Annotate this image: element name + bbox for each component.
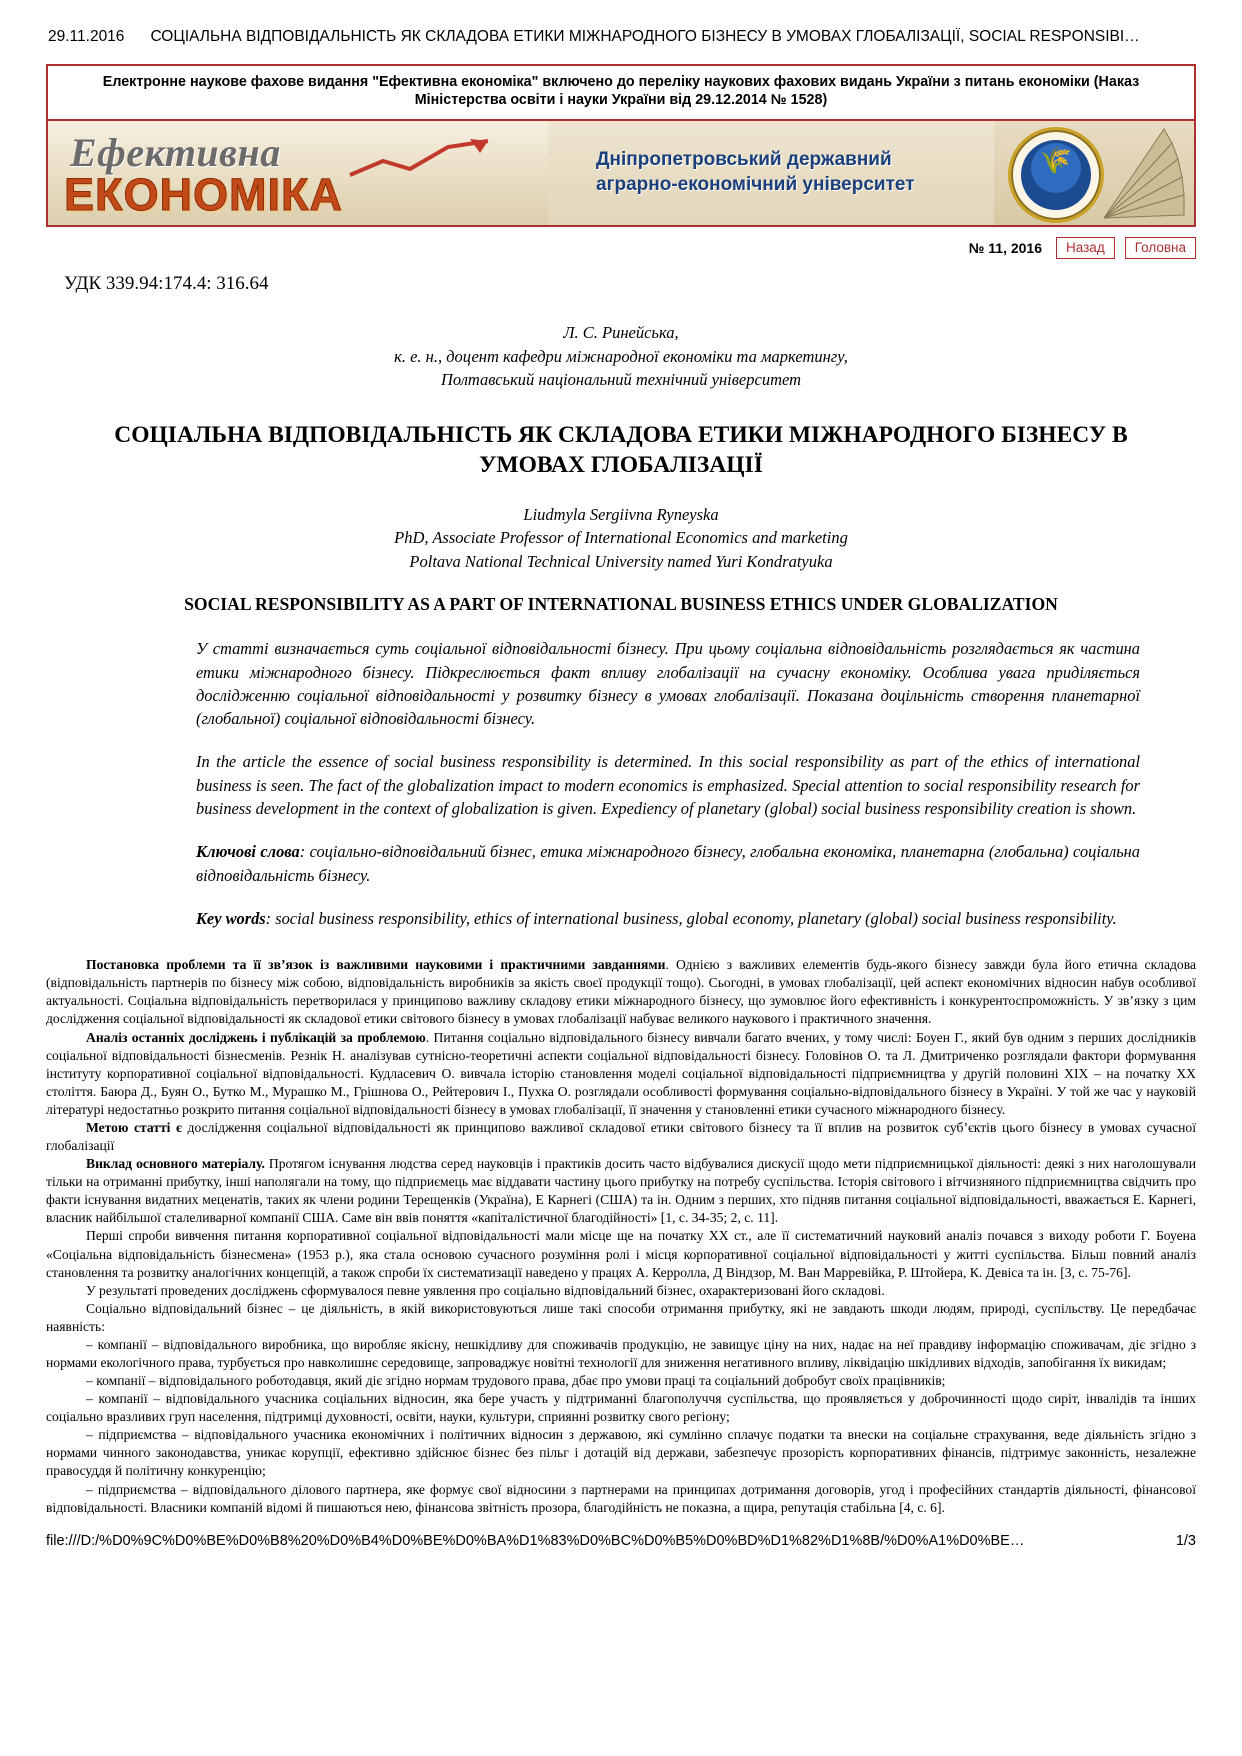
paragraph-lead: Постановка проблеми та її зв’язок із важливими науковими і практичними завданнями bbox=[86, 957, 666, 973]
body-paragraph: – компанії – відповідального виробника, що виробляє якісну, нешкідливу для споживачів продукцію, не завищує ціну на них, надає на неї правдиву інформацію споживачам, діє згідно з нормами екологічного права, турбується про навколишнє середовище, запроваджує новітні технології для зниження негативного впливу, ліквідацію шкідливих відходів, запобігання їх викидам; bbox=[46, 1336, 1196, 1370]
author-affiliation-en-1: PhD, Associate Professor of International Economics and marketing bbox=[394, 528, 848, 548]
author-affiliation-en-2: Poltava National Technical University named Yuri Kondratyuka bbox=[409, 552, 833, 572]
journal-logo bbox=[48, 121, 548, 225]
author-name-ua: Л. С. Ринейська, bbox=[563, 322, 679, 342]
author-block-en bbox=[46, 503, 1196, 575]
university-name-block bbox=[548, 121, 994, 225]
keywords-ua-text: : соціально-відповідальний бізнес, етика міжнародного бізнесу, глобальна економіка, планетарна (глобальна) соціальна відповідальність бізнесу. bbox=[196, 842, 1141, 885]
paragraph-lead: Аналіз останніх досліджень і публікацій за проблемою bbox=[86, 1029, 426, 1045]
footer-url: file:///D:/%D0%9C%D0%BE%D0%B8%20%D0%B4%D0%BE%D0%BA%D1%83%D0%BC%D0%B5%D0%BD%D1%82%D1%8B/%D0%A1%D0%BE… bbox=[46, 1532, 1025, 1549]
body-paragraph: – підприємства – відповідального ділового партнера, яке формує свої відносини з партнерами на принципах дотримання договорів, угод і професійних стандартів діяльності, фінансової відповідальності. Власники компаній відомі й пишаються нею, фінансова звітність прозора, благодійність не показна, а щира, репутація стабільна [4, с. 6]. bbox=[46, 1481, 1196, 1515]
back-button[interactable]: Назад bbox=[1056, 237, 1115, 259]
body-paragraph: Перші спроби вивчення питання корпоративної соціальної відповідальності мали місце ще на початку ХХ ст., але її систематичний науковий аналіз почався з виходу роботи Г. Боуена «Соціальна відповідальність бізнесмена» (1953 р.), яка стала основою сучасного розуміння ролі і місця корпоративної соціальної відповідальності у житті суспільства. Більш повний аналіз становлення та розвитку аналогічних концепцій, а також спроби їх систематизації наведено у працях А. Керролла, Д Віндзор, М. Ван Марревійка, Р. Штойера, К. Девіса та ін. [3, с. 75-76]. bbox=[46, 1228, 1196, 1280]
paragraph-lead: Метою статті є bbox=[86, 1119, 182, 1135]
print-header bbox=[46, 28, 1196, 64]
author-block-ua bbox=[46, 321, 1196, 393]
print-date: 29.11.2016 bbox=[48, 28, 125, 45]
university-name: Дніпропетровський державний аграрно-економічний університет bbox=[596, 148, 915, 195]
body-paragraph: – компанії – відповідального роботодавця, який діє згідно нормам трудового права, дбає про умови праці та соціальний добробут своїх працівників; bbox=[86, 1373, 946, 1389]
journal-banner bbox=[48, 121, 1194, 225]
article-title-en: SOCIAL RESPONSIBILITY AS A PART OF INTERNATIONAL BUSINESS ETHICS UNDER GLOBALIZATION bbox=[184, 594, 1058, 615]
abstract-en: In the article the essence of social business responsibility is determined. In this social responsibility as part of the ethics of international business is seen. The fact of the globalization impact to modern economics is emphasized. Special attention to social responsibility research for business development in the context of globalization is given. Expediency of planetary (global) social business responsibility creation is shown. bbox=[196, 752, 1140, 819]
issue-number: № 11, 2016 bbox=[968, 239, 1043, 256]
body-paragraph: – підприємства – відповідального учасника економічних і політичних відносин з державою, які сумлінно сплачує податки та внески на соціальне страхування, веде діяльність згідно з нормами чинного законодавства, уникає корупції, ефективно здійснює бізнес без пільг і дотацій від держави, забезпечує прозорість корпоративних фінансів, підтримує законність, незалежне правосуддя й політичну конкуренцію; bbox=[46, 1427, 1196, 1479]
body-paragraph: Виклад основного матеріалу. Протягом існування людства серед науковців і практиків досить часто відбувалися дискусії щодо мети підприємницької діяльності: деякі з них наголошували тільки на отриманні прибутку, інші наполягали на тому, що підприємець має віддавати частину цього прибутку на потребу суспільства. Історія світового і вітчизняного підприємництва свідчить про факти існування видатних меценатів, таких як члени родини Терещенків (Україна), Е Карнегі (США) та ін. Одним з перших, хто підняв питання соціальної відповідальності, вважається Е. Карнегі, власник найбільшої сталеливарної компанії США. Саме він ввів поняття «капіталістичної благодійності» [1, с. 34-35; 2, с. 11]. bbox=[46, 1156, 1196, 1226]
body-paragraph: Соціально відповідальний бізнес – це діяльність, в якій використовуються лише такі способи отримання прибутку, які не завдають шкоди людям, природі, суспільству. Це передбачає наявність: bbox=[46, 1300, 1196, 1334]
article-body bbox=[46, 956, 1196, 1516]
body-paragraph: – компанії – відповідального учасника соціальних відносин, яка бере участь у підтриманні благополуччя суспільства, що проявляється у доброчинності щодо сиріт, інвалідів та інших соціально вразливих груп населення, підтримці духовності, освіти, науки, культури, сприянні розвитку свого регіону; bbox=[46, 1391, 1196, 1425]
emblem-block bbox=[994, 121, 1194, 225]
logo-title-line2: ЕКОНОМІКА bbox=[64, 168, 343, 220]
wheat-icon: 🌾 bbox=[1039, 145, 1073, 175]
print-page-title: СОЦІАЛЬНА ВІДПОВІДАЛЬНІСТЬ ЯК СКЛАДОВА ЕТИКИ МІЖНАРОДНОГО БІЗНЕСУ В УМОВАХ ГЛОБАЛІЗАЦІЇ, SOCIAL RESPONSIBI… bbox=[150, 28, 1140, 45]
body-paragraph: У результаті проведених досліджень сформувалося певне уявлення про соціально відповідальний бізнес, охарактеризовані його складові. bbox=[86, 1282, 885, 1298]
keywords-en-label: Key words bbox=[196, 908, 266, 928]
keywords-en bbox=[196, 907, 1140, 930]
udc-code: УДК 339.94:174.4: 316.64 bbox=[64, 272, 269, 294]
body-paragraph: Постановка проблеми та її зв’язок із важливими науковими і практичними завданнями. Однією з важливих елементів будь-якого бізнесу завжди була його етична складова (відповідальність партнерів по бізнесу між собою, відповідальність виробників за якість своєї продукції тощо). Сьогодні, в умовах глобалізації, цей аспект економічних відносин набув особливої актуальності. Соціальна відповідальність перетворилася у принципово важливу складову етики міжнародного бізнесу, що зумовлює його ефективність і конкурентоспроможність. У зв’язку з цим дослідження соціальної відповідальності як складової етики світового бізнесу в умовах глобалізації набуває великого наукового і практичного значення. bbox=[46, 957, 1196, 1027]
footer-page-number: 1/3 bbox=[1175, 1532, 1196, 1549]
home-button[interactable]: Головна bbox=[1125, 237, 1196, 259]
author-affiliation-ua-1: к. е. н., доцент кафедри міжнародної економіки та маркетингу, bbox=[394, 346, 848, 366]
author-affiliation-ua-2: Полтавський національний технічний університет bbox=[440, 370, 802, 390]
growth-arrow-icon bbox=[348, 139, 498, 179]
accreditation-notice: Електронне наукове фахове видання "Ефективна економіка" включено до переліку наукових фахових видань України з питань економіки (Наказ Міністерства освіти і науки України від 29.12.2014 № 1528) bbox=[48, 66, 1194, 121]
author-name-en: Liudmyla Sergiivna Ryneyska bbox=[523, 504, 719, 524]
issue-toolbar bbox=[46, 237, 1196, 259]
fan-decoration-icon bbox=[1094, 123, 1190, 223]
paragraph-lead: Виклад основного матеріалу. bbox=[86, 1156, 265, 1172]
body-paragraph: Аналіз останніх досліджень і публікацій за проблемою. Питання соціально відповідального бізнесу вивчали багато вчених, у тому числі: Боуен Г., який був одним з перших дослідників соціальної відповідальності бізнесменів. Резнік Н. аналізував сутнісно-теоретичні аспекти соціальної відповідальності бізнесу. Головінов О. та Л. Дмитриченко розглядали фактори формування інституту корпоративної соціальної відповідальності. Кудласевич О. вивчала історію становлення моделі соціальної відповідальності підприємництва у другій половині ХІХ – на початку ХХ століття. Баюра Д., Буян О., Бутко М., Мурашко М., Грішнова О., Рейтерович І., Пухка О. розглядали особливості формування соціально-відповідального бізнесу в Україні. У той же час у науковій літературі недостатньо розкрито питання соціальної відповідальності бізнесу в умовах глобалізації, її значення у становленні етики сучасного міжнародного бізнесу. bbox=[46, 1029, 1196, 1117]
keywords-ua bbox=[196, 840, 1140, 887]
logo-title-line1: Ефективна bbox=[70, 129, 281, 175]
university-emblem-icon bbox=[1008, 127, 1104, 223]
article-title-ua: СОЦІАЛЬНА ВІДПОВІДАЛЬНІСТЬ ЯК СКЛАДОВА ЕТИКИ МІЖНАРОДНОГО БІЗНЕСУ В УМОВАХ ГЛОБАЛІЗАЦІЇ bbox=[114, 422, 1128, 479]
keywords-ua-label: Ключові слова bbox=[196, 842, 300, 862]
abstract-ua: У статті визначається суть соціальної відповідальності бізнесу. При цьому соціальна відповідальність розглядається як частина етики міжнародного бізнесу. Підкреслюється факт впливу глобалізації на сучасну економіку. Особлива увага приділяється дослідженню соціальної відповідальності у розвитку бізнесу в умовах глобалізації. Показана доцільність створення планетарної (глобальної) соціальної відповідальності бізнесу. bbox=[196, 639, 1140, 729]
body-paragraph: Метою статті є дослідження соціальної відповідальності як принципово важливої складової етики світового бізнесу та її вплив на розвиток суб’єктів цього бізнесу в умовах сучасної глобалізації bbox=[46, 1119, 1196, 1154]
print-footer bbox=[46, 1517, 1196, 1549]
keywords-en-text: : social business responsibility, ethics of international business, global economy, planetary (global) social business responsibility. bbox=[265, 908, 1117, 928]
journal-masthead bbox=[46, 64, 1196, 227]
